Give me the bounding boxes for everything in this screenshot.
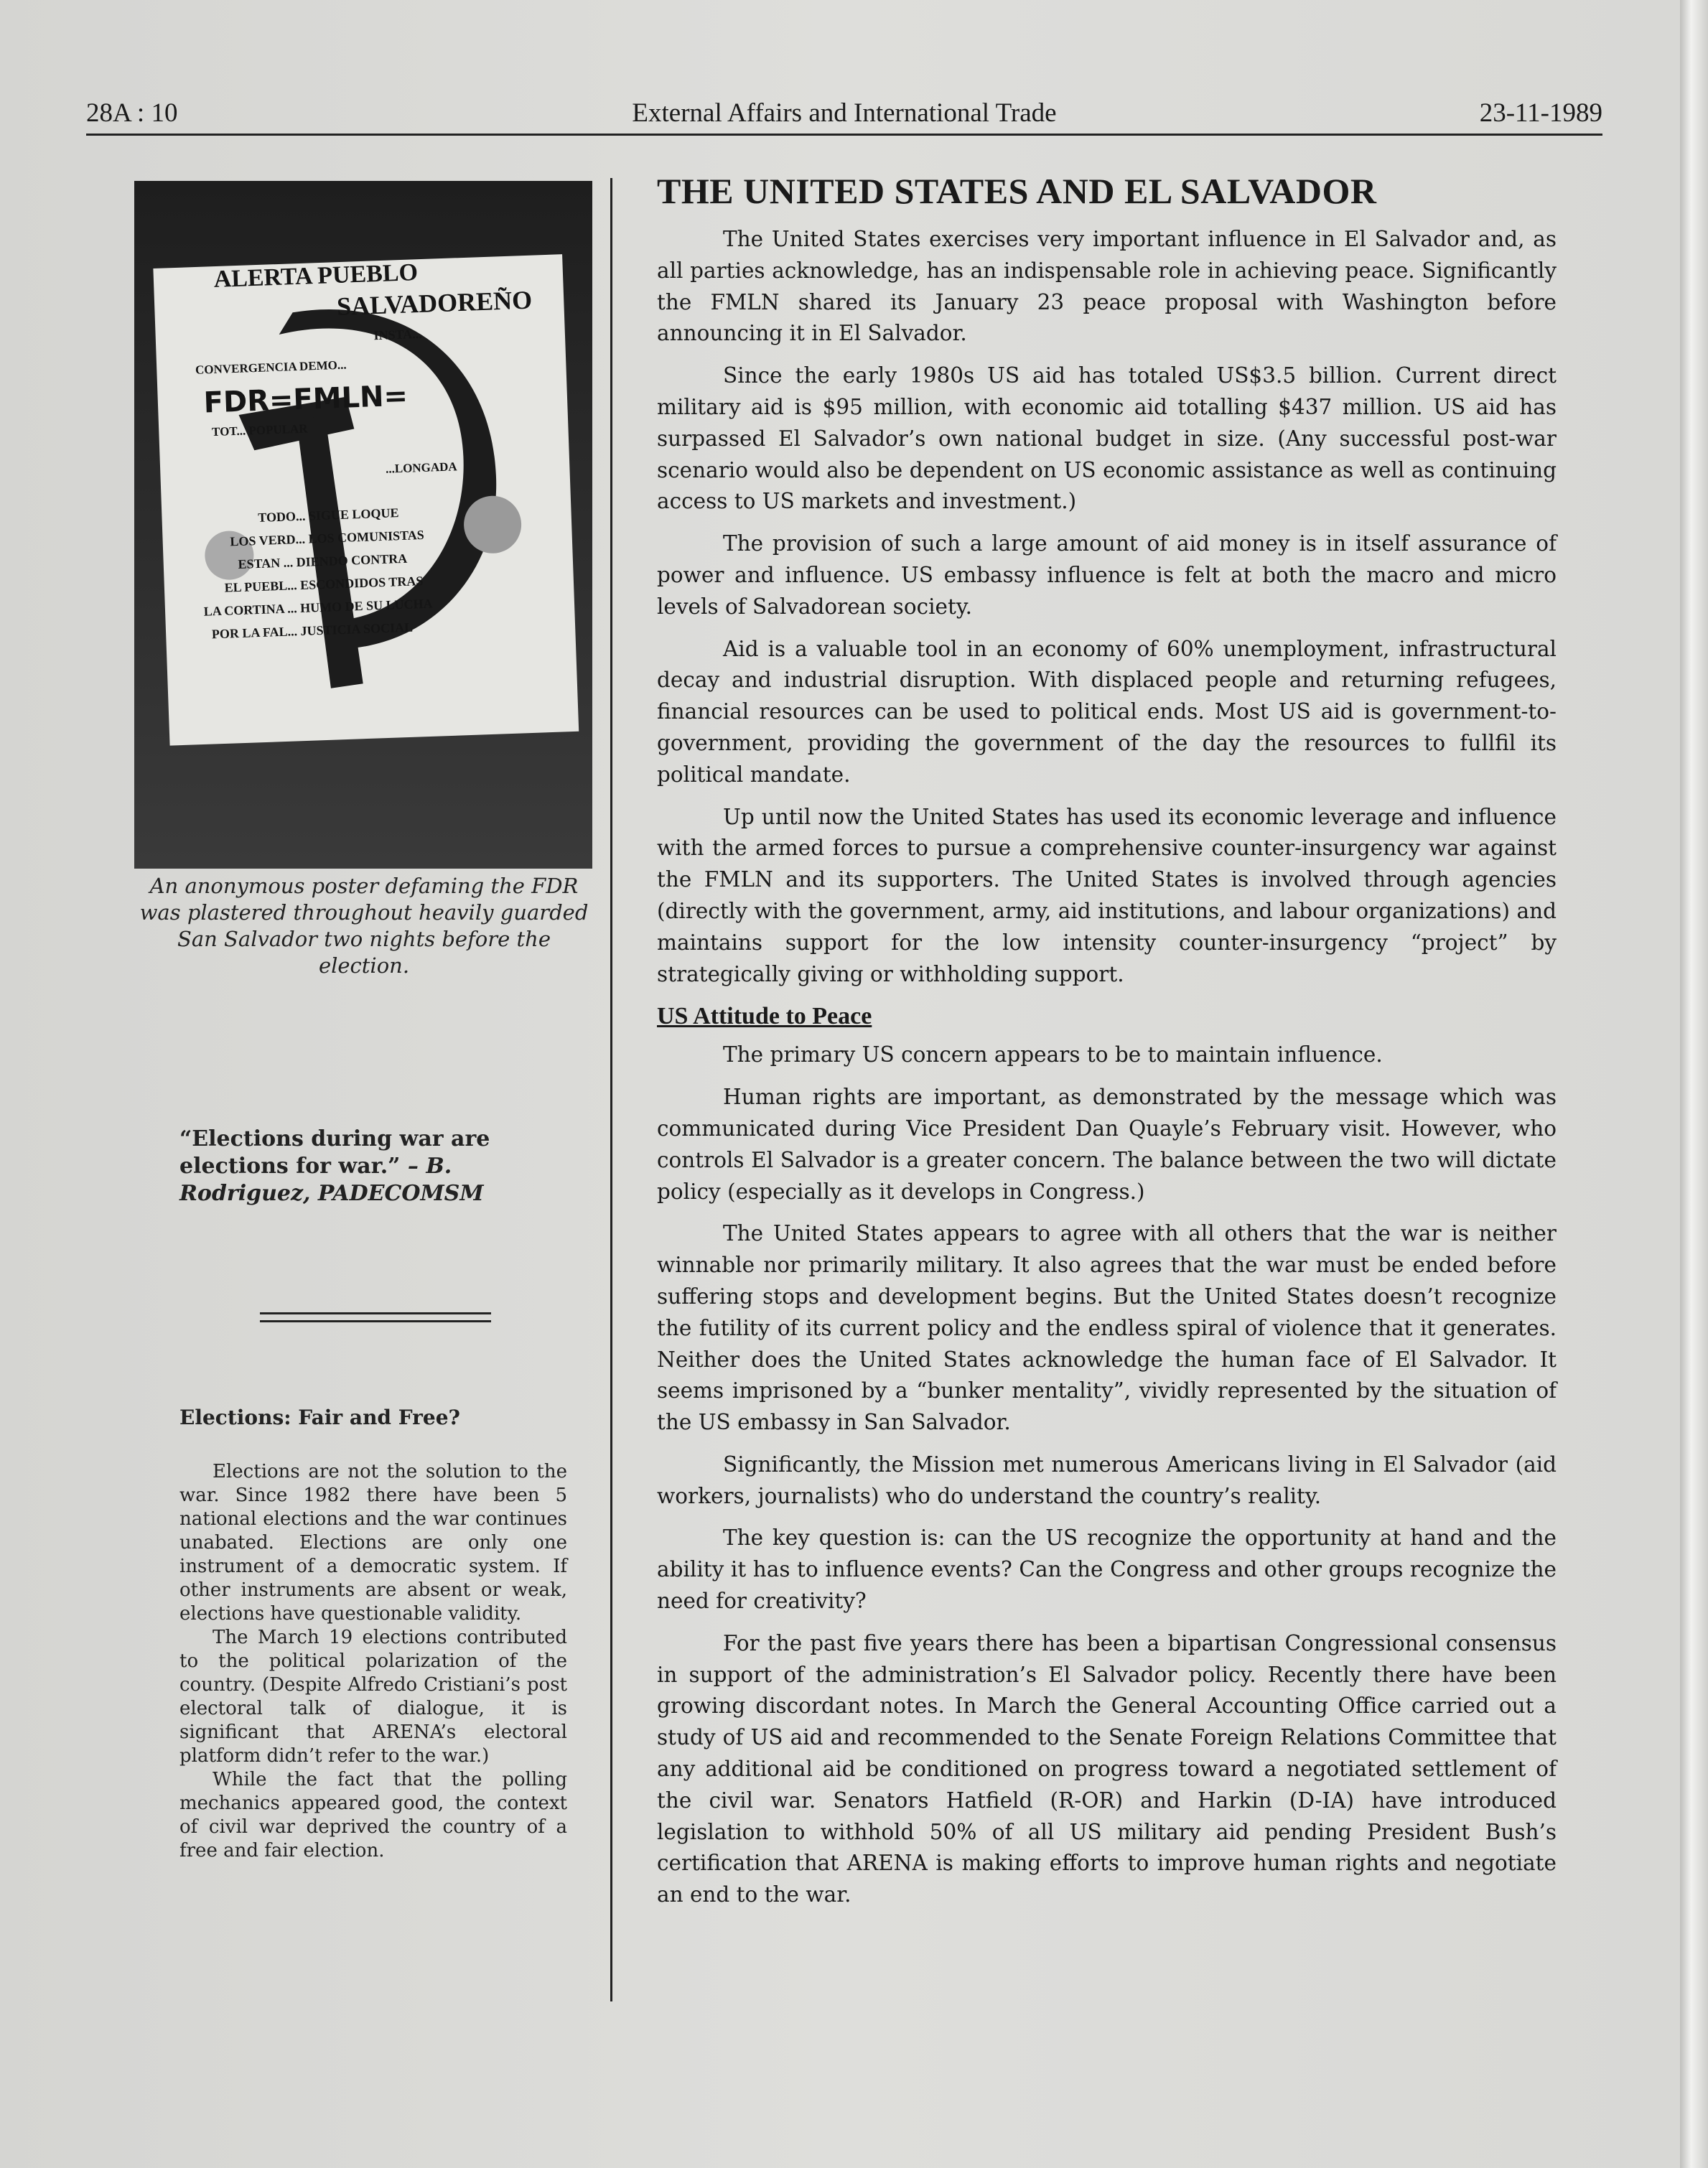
elections-heading: Elections: Fair and Free?	[179, 1406, 460, 1429]
poster-line: EL PUEBL... ESCONDIDOS TRAS	[224, 574, 424, 595]
poster-line: LOS VERD... LOS COMUNISTAS	[230, 527, 425, 549]
poster-line: TODO... SIGUE LOQUE	[257, 505, 399, 525]
article-title: THE UNITED STATES AND EL SALVADOR	[657, 171, 1377, 211]
article-paragraph: Since the early 1980s US aid has totaled US$3.5 billion. Current direct military aid is $95 million, with economic aid totalling $437 million. US aid has surpassed El Salvador’s own national budget in size. (Any successful post-war scenario would also be dependent on US economic assistance as well as continuing access to US markets and investment.)	[657, 363, 1557, 514]
poster-line: CONVERGENCIA DEMO...	[195, 358, 347, 377]
poster-line: SALVADOREÑO	[336, 285, 533, 321]
column-rule	[610, 178, 612, 2001]
page-edge	[1680, 0, 1708, 2168]
article-paragraph: The primary US concern appears to be to maintain influence.	[723, 1042, 1383, 1067]
pull-quote	[179, 1126, 567, 1207]
poster-line: ESTAN ... DIENDO CONTRA	[238, 551, 408, 571]
photo-caption: An anonymous poster defaming the FDR was plastered throughout heavily guarded San Salvador two nights before the election.	[139, 874, 589, 978]
elections-paragraph: While the fact that the polling mechanics appeared good, the context of civil war deprived the country of a free and fair election.	[179, 1769, 567, 1861]
elections-body	[179, 1460, 567, 1863]
poster-line: ALERTA PUEBLO	[213, 259, 419, 293]
poster-line: POR LA FAL... JUSTICIA SOCIAL	[211, 620, 414, 642]
article-paragraph: For the past five years there has been a bipartisan Congressional consensus in support of the administration’s El Salvador policy. Recently there have been growing discordant notes. In March the General Accounting Office carried out a study of US aid and recommended to the Senate Foreign Relations Committee that any additional aid be conditioned on progress toward a negotiated settlement of the civil war. Senators Hatfield (R-OR) and Harkin (D-IA) have introduced legislation to withhold 50% of all US military aid pending President Bush’s certification that ARENA is making efforts to improve human rights and negotiate an end to the war.	[657, 1630, 1557, 1907]
poster-line: ...LONGADA	[385, 459, 457, 476]
poster-line: TOT... POPULAR	[211, 421, 308, 439]
poster-line: INSTA...	[373, 326, 423, 343]
poster-photo	[134, 181, 592, 869]
elections-paragraph: The March 19 elections contributed to the political polarization of the country. (Despite Alfredo Cristiani’s post electoral talk of dialogue, it is significant that ARENA’s electoral platform didn’t refer to the war.)	[179, 1627, 567, 1767]
article-subheading: US Attitude to Peace	[657, 1003, 872, 1030]
page-reference: 28A : 10	[86, 98, 178, 128]
article-paragraph: The United States exercises very important influence in El Salvador and, as all parties acknowledge, has an indispensable role in achieving peace. Significantly the FMLN shared its January 23 peace proposal with Washington before announcing it in El Salvador.	[657, 227, 1557, 346]
article-paragraph: Up until now the United States has used its economic leverage and influence with the armed forces to pursue a comprehensive counter-insurgency war against the FMLN and its supporters. The United States is involved through agencies (directly with the government, army, aid institutions, and labour organizations) and maintains support for the low intensity counter-insurgency “project” by strategically giving or withholding support.	[657, 804, 1557, 986]
article-paragraph: The provision of such a large amount of aid money is in itself assurance of power and influence. US embassy influence is felt at both the macro and micro levels of Salvadorean society.	[657, 531, 1557, 619]
elections-paragraph: Elections are not the solution to the war. Since 1982 there have been 5 national elections and the war continues unabated. Elections are only one instrument of a democratic system. If other instruments are absent or weak, elections have questionable validity.	[179, 1461, 567, 1625]
article-paragraph: Significantly, the Mission met numerous Americans living in El Salvador (aid workers, journalists) who do understand the country’s reality.	[657, 1452, 1557, 1508]
poster-line: FDR=FMLN=	[202, 379, 409, 420]
quote-text: “Elections during war are elections for war.”	[179, 1126, 490, 1179]
section-divider	[260, 1312, 491, 1322]
article-paragraph: Aid is a valuable tool in an economy of 60% unemployment, infrastructural decay and industrial disruption. With displaced people and returning refugees, financial resources can be used to political ends. Most US aid is government-to-government, providing the government of the day the resources to fullfil its political mandate.	[657, 636, 1557, 787]
article-paragraph: The United States appears to agree with all others that the war is neither winnable nor primarily military. It also agrees that the war must be ended before suffering stops and development begins. But the United States doesn’t recognize the futility of its current policy and the endless spiral of violence that it generates. Neither does the United States acknowledge the human face of El Salvador. It seems imprisoned by a “bunker mentality”, vividly represented by the situation of the US embassy in San Salvador.	[657, 1221, 1557, 1435]
article-paragraph: Human rights are important, as demonstrated by the message which was communicated during Vice President Dan Quayle’s February visit. However, who controls El Salvador is a greater concern. The balance between the two will dictate policy (especially as it develops in Congress.)	[657, 1085, 1557, 1204]
quote-attribution: – B. Rodriguez, PADECOMSM	[179, 1154, 484, 1206]
page-date: 23-11-1989	[1479, 98, 1602, 128]
article-paragraph: The key question is: can the US recognize the opportunity at hand and the ability it has to influence events? Can the Congress and other groups recognize the need for creativity?	[657, 1525, 1557, 1614]
section-title: External Affairs and International Trade	[632, 98, 1057, 128]
page-header	[86, 98, 1602, 136]
poster-line: LA CORTINA ... HUMO DE SU LUCHA	[203, 596, 433, 619]
main-article	[657, 169, 1557, 1922]
